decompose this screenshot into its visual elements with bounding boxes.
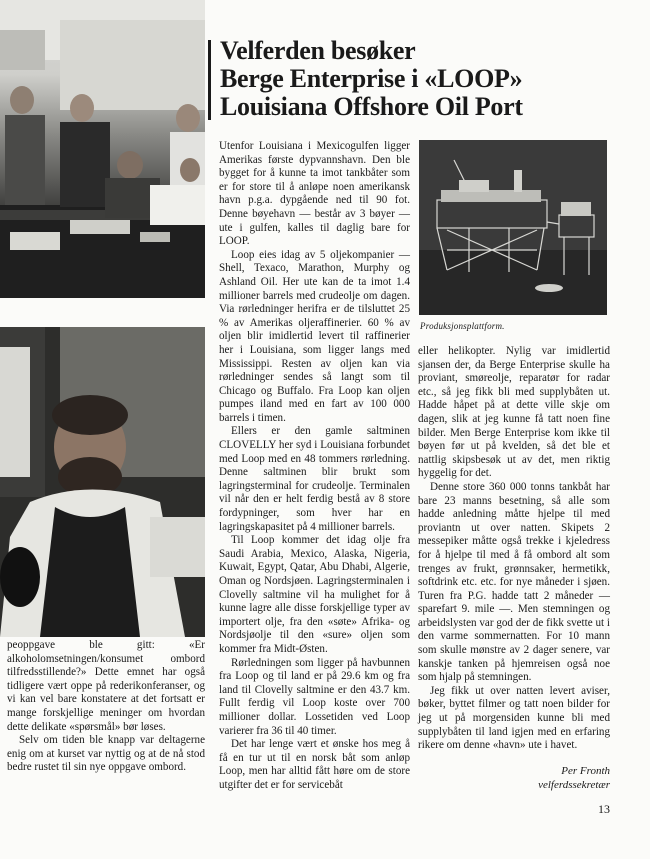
paragraph: Det har lenge vært et ønske hos meg å få en tur ut til en norsk båt som anløp Loop, men har alltid fått høre om de store utgifter det er for servicebåt: [219, 738, 410, 791]
headline-line-1: Velferden besøker: [220, 36, 416, 65]
article-headline: [220, 37, 580, 121]
paragraph: eller helikopter. Nylig var imidlertid sjansen der, da Berge Enterprise skulle ha proviant, smøreolje, reparatør for radar etc., så jeg fikk bli med supplybåten ut. Hadde håpet på at dette ville skje om dagen, slik at jeg kunne få tatt noen fine bilder. Men Berge Enterprise kom ikke til bøyen før ut på kvelden, så det ble et nattlig skipsbesøk ut av det, men riktig hyggelig for det.: [418, 345, 610, 480]
bearded-man-photo: [0, 327, 205, 637]
article-column-b: [418, 345, 610, 753]
paragraph: Loop eies idag av 5 oljekompanier — Shell, Texaco, Marathon, Murphy og Ashland Oil. Her ute kan de ta imot 1.4 millioner barrels med crudeolje om dagen. Via rørledninger herifra er de tilsluttet 25 % av Amerikas oljeraffinerier. 60 % av oljen blir imidlertid levert til raffinerier her i Louisiana, som ligger langs med Mississippi. Resten av oljen kan via rørledninger sendes så langt som til Chicago og Buffalo. Fra Loop kan oljen pumpes iland med en fart av 100 000 barrels i timen.: [219, 248, 410, 424]
photo-caption: Produksjonsplattform.: [420, 321, 505, 331]
previous-article-column: [7, 639, 205, 775]
headline-rule: [208, 40, 211, 120]
author-name: Per Fronth: [561, 765, 610, 777]
offshore-platform-photo: [419, 140, 607, 315]
headline-line-2: Berge Enterprise i «LOOP»: [220, 64, 523, 93]
meeting-photo: [0, 0, 205, 298]
headline-line-3: Louisiana Offshore Oil Port: [220, 92, 523, 121]
paragraph: Denne store 360 000 tonns tankbåt har bare 23 manns besetning, så alle som hadde anledning måtte hjelpe til med proviantn ut over natten. Skipets 2 messepiker måtte også trekke i kjeledress for å hjelpe til med å få ombord alt som trenges av frukt, grønnsaker, hermetikk, softdrink etc. etc. for nye måneder i sjøen. Turen fra P.G. hadde tatt 2 måneder — sparefart 9. mile —. Men stemningen og arbeidslysten var god der de fikk svette ut i den varme sommernatten. For 10 mann som skulle mønstre av 2 dager senere, var kanskje tanken på hjemreisen også noe som hjalp på stemningen.: [418, 480, 610, 684]
paragraph: Rørledningen som ligger på havbunnen fra Loop og til land er på 29.6 km og fra land til Clovelly saltmine er den 43.7 km. Fullt ferdig vil Loop koste over 700 millioner dollar. Lossetiden ved Loop varierer fra 36 til 40 timer.: [219, 656, 410, 737]
paragraph: Ellers er den gamle saltminen CLOVELLY her syd i Louisiana forbundet med Loop med en 48 tommers rørledning. Denne saltminen blir brukt som lagringsterminal for crudeolje. Terminalen vil når den er helt ferdig bestå av 8 store fordypninger, som hver har en lagringskapasitet på 4 millioner barrels.: [219, 425, 410, 533]
author-title: velferdssekretær: [538, 779, 610, 791]
article-column-a: [219, 140, 410, 793]
paragraph: Utenfor Louisiana i Mexicogulfen ligger Amerikas første dypvannshavn. Den ble bygget for å kunne ta imot tankbåter som er for store til å anløpe noen amerikansk havn p.g.a. dypgående ned til 90 fot. Denne bøyehavn — består av 3 bøyer — ute i gulfen, kalles til daglig bare for LOOP.: [219, 140, 410, 248]
author-signature: [500, 764, 610, 792]
paragraph: Til Loop kommer det idag olje fra Saudi Arabia, Mexico, Alaska, Nigeria, Kuwait, Egypt, Qatar, Abu Dhabi, Algerie, Oman og Nordsjøen. Lagringsterminalen i Clovelly saltmine vil ha mulighet for å kunne lagre alle disse forskjellige typer av importert olje, fra den «søte» Afrika- og Nordsjøolje til den «sure» oljen som kommer fra Midt-Østen.: [219, 534, 410, 655]
page-number: 13: [598, 802, 610, 816]
paragraph: Selv om tiden ble knapp var deltagerne enig om at kurset var nyttig og at de nå stod bedre rustet til sin nye oppgave ombord.: [7, 734, 205, 774]
paragraph: Jeg fikk ut over natten levert aviser, bøker, byttet filmer og tatt noen bilder for jeg ut på morgensiden kunne bli med supplybåten til land igjen med en erfaring rikere om denne «havn» ute i havet.: [418, 684, 610, 752]
paragraph: peoppgave ble gitt: «Er alkoholomsetningen/konsumet ombord tilfredsstillende?» Dette emnet har også tidligere vært oppe på rederikonferanser, og vi kan vel bare konstatere at det fortsatt er mange forskjellige meninger om hvordan dette delikate «spørsmål» bør løses.: [7, 639, 205, 733]
